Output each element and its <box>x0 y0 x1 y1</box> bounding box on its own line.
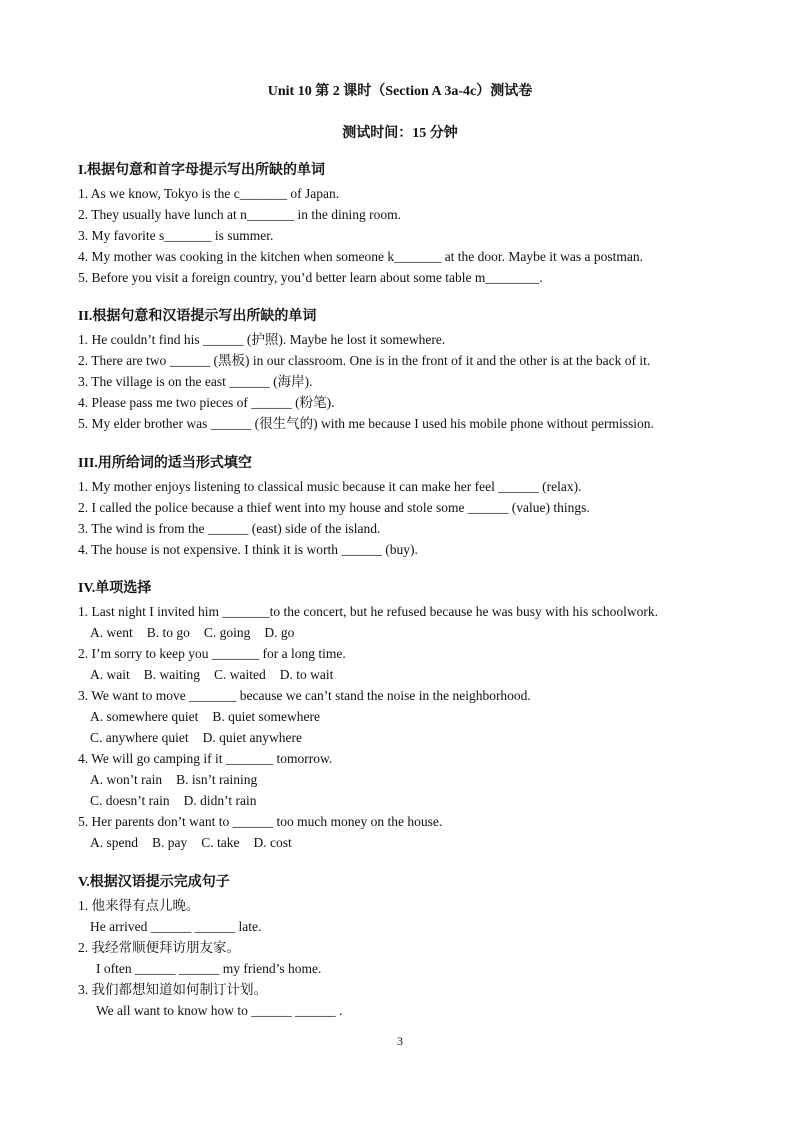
option-row <box>78 727 738 748</box>
option: A. spend <box>90 835 138 850</box>
option: C. anywhere quiet <box>90 730 189 745</box>
option-row <box>78 664 738 685</box>
question-line: 4. We will go camping if it _______ tomorrow. <box>78 751 333 766</box>
option: A. went <box>90 625 133 640</box>
question-line: 2. There are two ______ (黑板) in our classroom. One is in the front of it and the other is at the back of it. <box>78 353 651 368</box>
chinese-prompt: 2. 我经常顺便拜访朋友家。 <box>78 940 240 955</box>
option-row <box>78 622 738 643</box>
question-line: 2. They usually have lunch at n_______ in the dining room. <box>78 207 401 222</box>
option: D. cost <box>253 835 292 850</box>
option: D. didn’t rain <box>183 793 257 808</box>
question-line: 5. Before you visit a foreign country, you’d better learn about some table m________. <box>78 270 543 285</box>
question-line: 3. The village is on the east ______ (海岸). <box>78 374 313 389</box>
question-line: 5. Her parents don’t want to ______ too much money on the house. <box>78 814 443 829</box>
question-line: 3. The wind is from the ______ (east) side of the island. <box>78 521 381 536</box>
question-line: 1. Last night I invited him _______to the concert, but he refused because he was busy with his schoolwork. <box>78 604 659 619</box>
chinese-prompt: 1. 他来得有点儿晚。 <box>78 898 200 913</box>
section-3 <box>78 453 738 560</box>
option: B. waiting <box>143 667 200 682</box>
option: D. to wait <box>279 667 334 682</box>
question-line: 1. As we know, Tokyo is the c_______ of Japan. <box>78 186 340 201</box>
option: D. go <box>264 625 295 640</box>
option: C. waited <box>214 667 266 682</box>
section-heading: II.根据句意和汉语提示写出所缺的单词 <box>78 309 317 324</box>
page-number: 3 <box>397 1034 403 1048</box>
option-row <box>78 769 738 790</box>
english-sentence: We all want to know how to ______ ______ . <box>96 1003 343 1018</box>
page-subtitle: 测试时间：15 分钟 <box>342 126 458 141</box>
english-sentence: He arrived ______ ______ late. <box>90 919 262 934</box>
question-line: 4. Please pass me two pieces of ______ (粉笔). <box>78 395 335 410</box>
question-line: 1. He couldn’t find his ______ (护照). Maybe he lost it somewhere. <box>78 332 446 347</box>
section-heading: III.用所给词的适当形式填空 <box>78 456 252 471</box>
question-line: 3. We want to move _______ because we can’t stand the noise in the neighborhood. <box>78 688 531 703</box>
section-5 <box>78 872 738 1021</box>
section-heading: V.根据汉语提示完成句子 <box>78 875 230 890</box>
question-line: 2. I called the police because a thief went into my house and stole some ______ (value) things. <box>78 500 590 515</box>
option: C. doesn’t rain <box>90 793 170 808</box>
option-row <box>78 790 738 811</box>
page-title: Unit 10 第 2 课时（Section A 3a-4c）测试卷 <box>267 84 533 99</box>
question-line: 3. My favorite s_______ is summer. <box>78 228 274 243</box>
chinese-prompt: 3. 我们都想知道如何制订计划。 <box>78 982 267 997</box>
option: B. pay <box>152 835 188 850</box>
section-heading: I.根据句意和首字母提示写出所缺的单词 <box>78 163 325 178</box>
option-row <box>78 832 738 853</box>
section-4 <box>78 578 738 853</box>
question-line: 2. I’m sorry to keep you _______ for a long time. <box>78 646 346 661</box>
option: A. somewhere quiet <box>90 709 199 724</box>
option: A. wait <box>90 667 130 682</box>
question-line: 4. My mother was cooking in the kitchen when someone k_______ at the door. Maybe it was a postman. <box>78 249 644 264</box>
section-heading: IV.单项选择 <box>78 581 152 596</box>
option-row <box>78 706 738 727</box>
section-2 <box>78 306 738 434</box>
option: D. quiet anywhere <box>202 730 302 745</box>
question-line: 1. My mother enjoys listening to classical music because it can make her feel ______ (relax). <box>78 479 582 494</box>
option: C. take <box>201 835 240 850</box>
section-1 <box>78 160 738 288</box>
option: A. won’t rain <box>90 772 163 787</box>
option: B. isn’t raining <box>176 772 258 787</box>
english-sentence: I often ______ ______ my friend’s home. <box>96 961 322 976</box>
question-line: 5. My elder brother was ______ (很生气的) with me because I used his mobile phone without permission. <box>78 416 654 431</box>
option: B. quiet somewhere <box>212 709 320 724</box>
option: C. going <box>203 625 251 640</box>
option: B. to go <box>146 625 190 640</box>
question-line: 4. The house is not expensive. I think it is worth ______ (buy). <box>78 542 418 557</box>
